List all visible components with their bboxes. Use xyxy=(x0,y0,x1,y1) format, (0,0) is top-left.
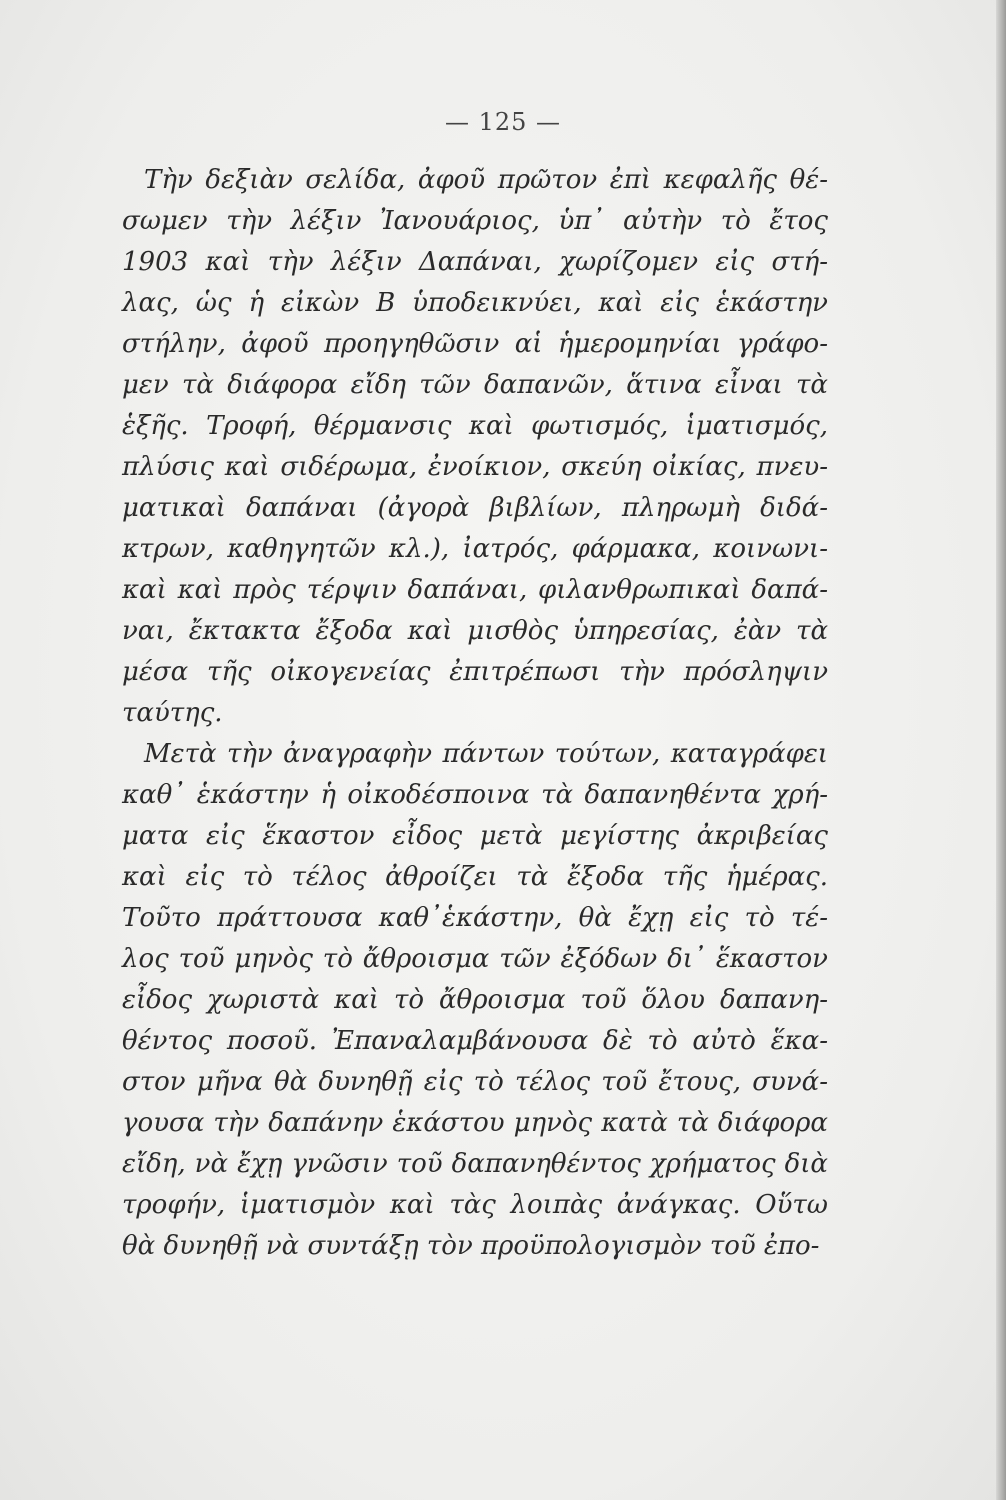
text-line: κτρων, καθηγητῶν κλ.), ἰατρός, φάρμακα, κοινωνι- xyxy=(122,534,828,564)
text-line: 1903 καὶ τὴν λέξιν Δαπάναι, χωρίζομεν εἰς στή- xyxy=(122,247,828,277)
text-line: εἶδος χωριστὰ καὶ τὸ ἄθροισμα τοῦ ὅλου δαπανη- xyxy=(122,985,828,1015)
text-line: στον μῆνα θὰ δυνηθῇ εἰς τὸ τέλος τοῦ ἔτους, συνά- xyxy=(122,1067,828,1097)
text-line: ματικαὶ δαπάναι (ἀγορὰ βιβλίων, πληρωμὴ διδά- xyxy=(122,493,828,523)
text-line: θέντος ποσοῦ. Ἐπαναλαμβάνουσα δὲ τὸ αὐτὸ ἕκα- xyxy=(122,1026,828,1056)
text-line: Τὴν δεξιὰν σελίδα, ἀφοῦ πρῶτον ἐπὶ κεφαλῆς θέ- xyxy=(144,165,828,195)
text-line: καὶ εἰς τὸ τέλος ἀθροίζει τὰ ἔξοδα τῆς ἡμέρας. xyxy=(122,862,828,892)
text-line: καθ᾽ ἑκάστην ἡ οἰκοδέσποινα τὰ δαπανηθέντα χρή- xyxy=(122,780,828,810)
text-line: μεν τὰ διάφορα εἴδη τῶν δαπανῶν, ἅτινα εἶναι τὰ xyxy=(122,370,828,400)
text-line: καὶ καὶ πρὸς τέρψιν δαπάναι, φιλανθρωπικαὶ δαπά- xyxy=(122,575,828,605)
page-edge-shadow xyxy=(996,0,1006,1500)
text-line: Τοῦτο πράττουσα καθ᾽ἑκάστην, θὰ ἔχῃ εἰς τὸ τέ- xyxy=(122,903,828,933)
text-line: μέσα τῆς οἰκογενείας ἐπιτρέπωσι τὴν πρόσληψιν xyxy=(122,657,828,687)
text-line: λος τοῦ μηνὸς τὸ ἄθροισμα τῶν ἐξόδων δι᾽ ἕκαστον xyxy=(122,944,828,974)
text-line: Μετὰ τὴν ἀναγραφὴν πάντων τούτων, καταγράφει xyxy=(144,739,828,769)
text-line: λας, ὡς ἡ εἰκὼν Β ὑποδεικνύει, καὶ εἰς ἑκάστην xyxy=(122,288,828,318)
body-text xyxy=(122,160,828,1267)
text-line: πλύσις καὶ σιδέρωμα, ἐνοίκιον, σκεύη οἰκίας, πνευ- xyxy=(122,452,828,482)
text-line: εἴδη, νὰ ἔχῃ γνῶσιν τοῦ δαπανηθέντος χρήματος διὰ xyxy=(122,1149,828,1179)
text-line: θὰ δυνηθῇ νὰ συντάξῃ τὸν προϋπολογισμὸν τοῦ ἐπο- xyxy=(122,1231,820,1261)
text-line: στήλην, ἀφοῦ προηγηθῶσιν αἱ ἡμερομηνίαι γράφο- xyxy=(122,329,828,359)
text-line: ματα εἰς ἕκαστον εἶδος μετὰ μεγίστης ἀκριβείας xyxy=(122,821,828,851)
page-number: — 125 — xyxy=(444,108,562,136)
text-line: τροφήν, ἱματισμὸν καὶ τὰς λοιπὰς ἀνάγκας. Οὕτω xyxy=(122,1190,828,1220)
text-line: ταύτης. xyxy=(122,698,223,728)
text-line: ἑξῆς. Τροφή, θέρμανσις καὶ φωτισμός, ἱματισμός, xyxy=(122,411,828,441)
text-line: σωμεν τὴν λέξιν Ἰανουάριος, ὑπ᾽ αὐτὴν τὸ ἔτος xyxy=(122,206,828,236)
text-line: γουσα τὴν δαπάνην ἑκάστου μηνὸς κατὰ τὰ διάφορα xyxy=(122,1108,828,1138)
text-line: ναι, ἔκτακτα ἔξοδα καὶ μισθὸς ὑπηρεσίας, ἐὰν τὰ xyxy=(122,616,828,646)
